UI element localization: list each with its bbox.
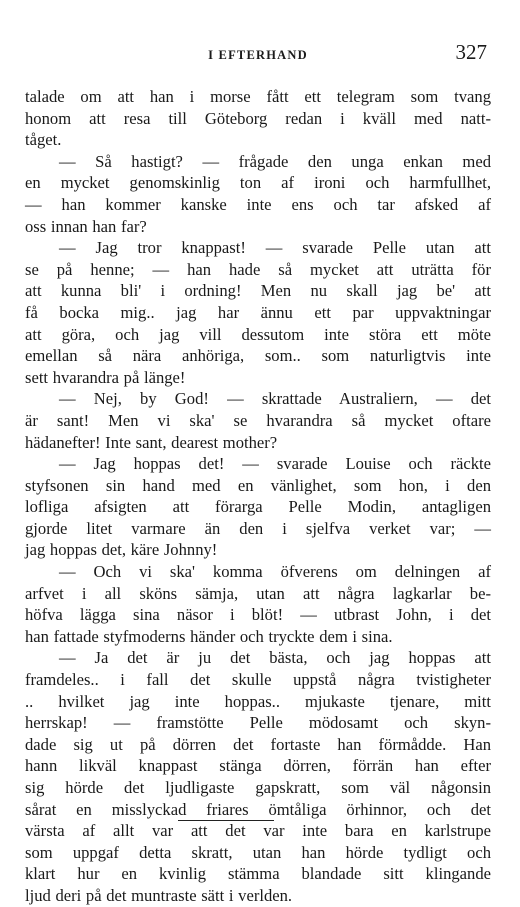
text-line: framdeles.. i fall det skulle uppstå några tvistigheter (25, 670, 491, 690)
text-line: sårat en misslyckad friares ömtåliga örhinnor, och det (25, 799, 491, 819)
text-line: — Så hastigt? — frågade den unga enkan med (59, 151, 491, 171)
text-line: styfsonen sin hand med en vänlighet, som hon, i den (25, 475, 491, 495)
text-line: en mycket genomskinlig ton af ironi och harmfullhet, (25, 173, 491, 193)
text-line: han fattade styfmoderns händer och tryckte dem i sina. (25, 626, 393, 646)
text-line: värsta af allt var att det var inte bara en karlstrupe (25, 821, 491, 841)
text-line: herrskap! — framstötte Pelle mödosamt och skyn- (25, 713, 491, 733)
text-line: talade om att han i morse fått ett telegram som tvang (25, 87, 491, 106)
text-line: oss innan han far? (25, 216, 147, 236)
text-line: — Jag hoppas det! — svarade Louise och räckte (59, 454, 491, 474)
text-line: sett hvarandra på länge! (25, 367, 186, 387)
text-line: — Jag tror knappast! — svarade Pelle utan att (59, 238, 491, 258)
text-line: som uppgaf detta skratt, utan han hörde tydligt och (25, 842, 491, 862)
text-line: att kunna bli' i ordning! Men nu skall jag be' att (25, 281, 491, 301)
body-text (25, 86, 491, 907)
text-line: emellan så nära anhöriga, som.. som naturligtvis inte (25, 346, 491, 366)
page-number: 327 (455, 40, 487, 64)
text-line: — han kommer kanske inte ens och tar afsked af (25, 194, 491, 214)
text-line: höfva lägga sina näsor i blöt! — utbrast John, i det (25, 605, 491, 625)
text-line: honom att resa till Göteborg redan i kväll med natt- (25, 108, 491, 128)
page-header (25, 40, 491, 74)
text-line: ljud deri på det muntraste sätt i verlden. (25, 885, 293, 905)
text-line: — Och vi ska' komma öfverens om delningen af (59, 562, 491, 582)
text-line: arfvet i all sköns sämja, utan att några lagkarlar be- (25, 583, 491, 603)
text-line: se på henne; — han hade så mycket att uträtta för (25, 259, 491, 279)
text-line: klart hur en kvinlig stämma blandade sitt klingande (25, 864, 491, 884)
text-line: .. hvilket jag inte hoppas.. mjukaste tjenare, mitt (25, 691, 491, 711)
end-rule (178, 820, 274, 821)
text-line: få bocka mig.. jag har ännu ett par uppvaktningar (25, 302, 491, 322)
text-line: är sant! Men vi ska' se hvarandra så mycket oftare (25, 410, 491, 430)
text-line: att göra, och jag vill dessutom inte störa ett möte (25, 324, 491, 344)
text-line: hann likväl knappast stänga dörren, förrän han efter (25, 756, 491, 776)
text-line: sig hörde det ljudligaste gapskratt, som väl någonsin (25, 778, 491, 797)
text-line: — Nej, by God! — skrattade Australiern, — det (59, 389, 491, 409)
text-line: dade sig ut på dörren det fortaste han förmådde. Han (25, 734, 491, 754)
text-line: hädanefter! Inte sant, dearest mother? (25, 432, 278, 452)
text-line: lofliga afsigten att förarga Pelle Modin, antagligen (25, 497, 491, 517)
text-line: tåget. (25, 130, 62, 150)
text-line: jag hoppas det, käre Johnny! (25, 540, 218, 560)
book-page (25, 40, 491, 907)
text-line: — Ja det är ju det bästa, och jag hoppas att (59, 648, 491, 668)
text-line: gjorde litet varmare än den i sjelfva verket var; — (25, 518, 491, 538)
running-title: I EFTERHAND (208, 48, 308, 62)
